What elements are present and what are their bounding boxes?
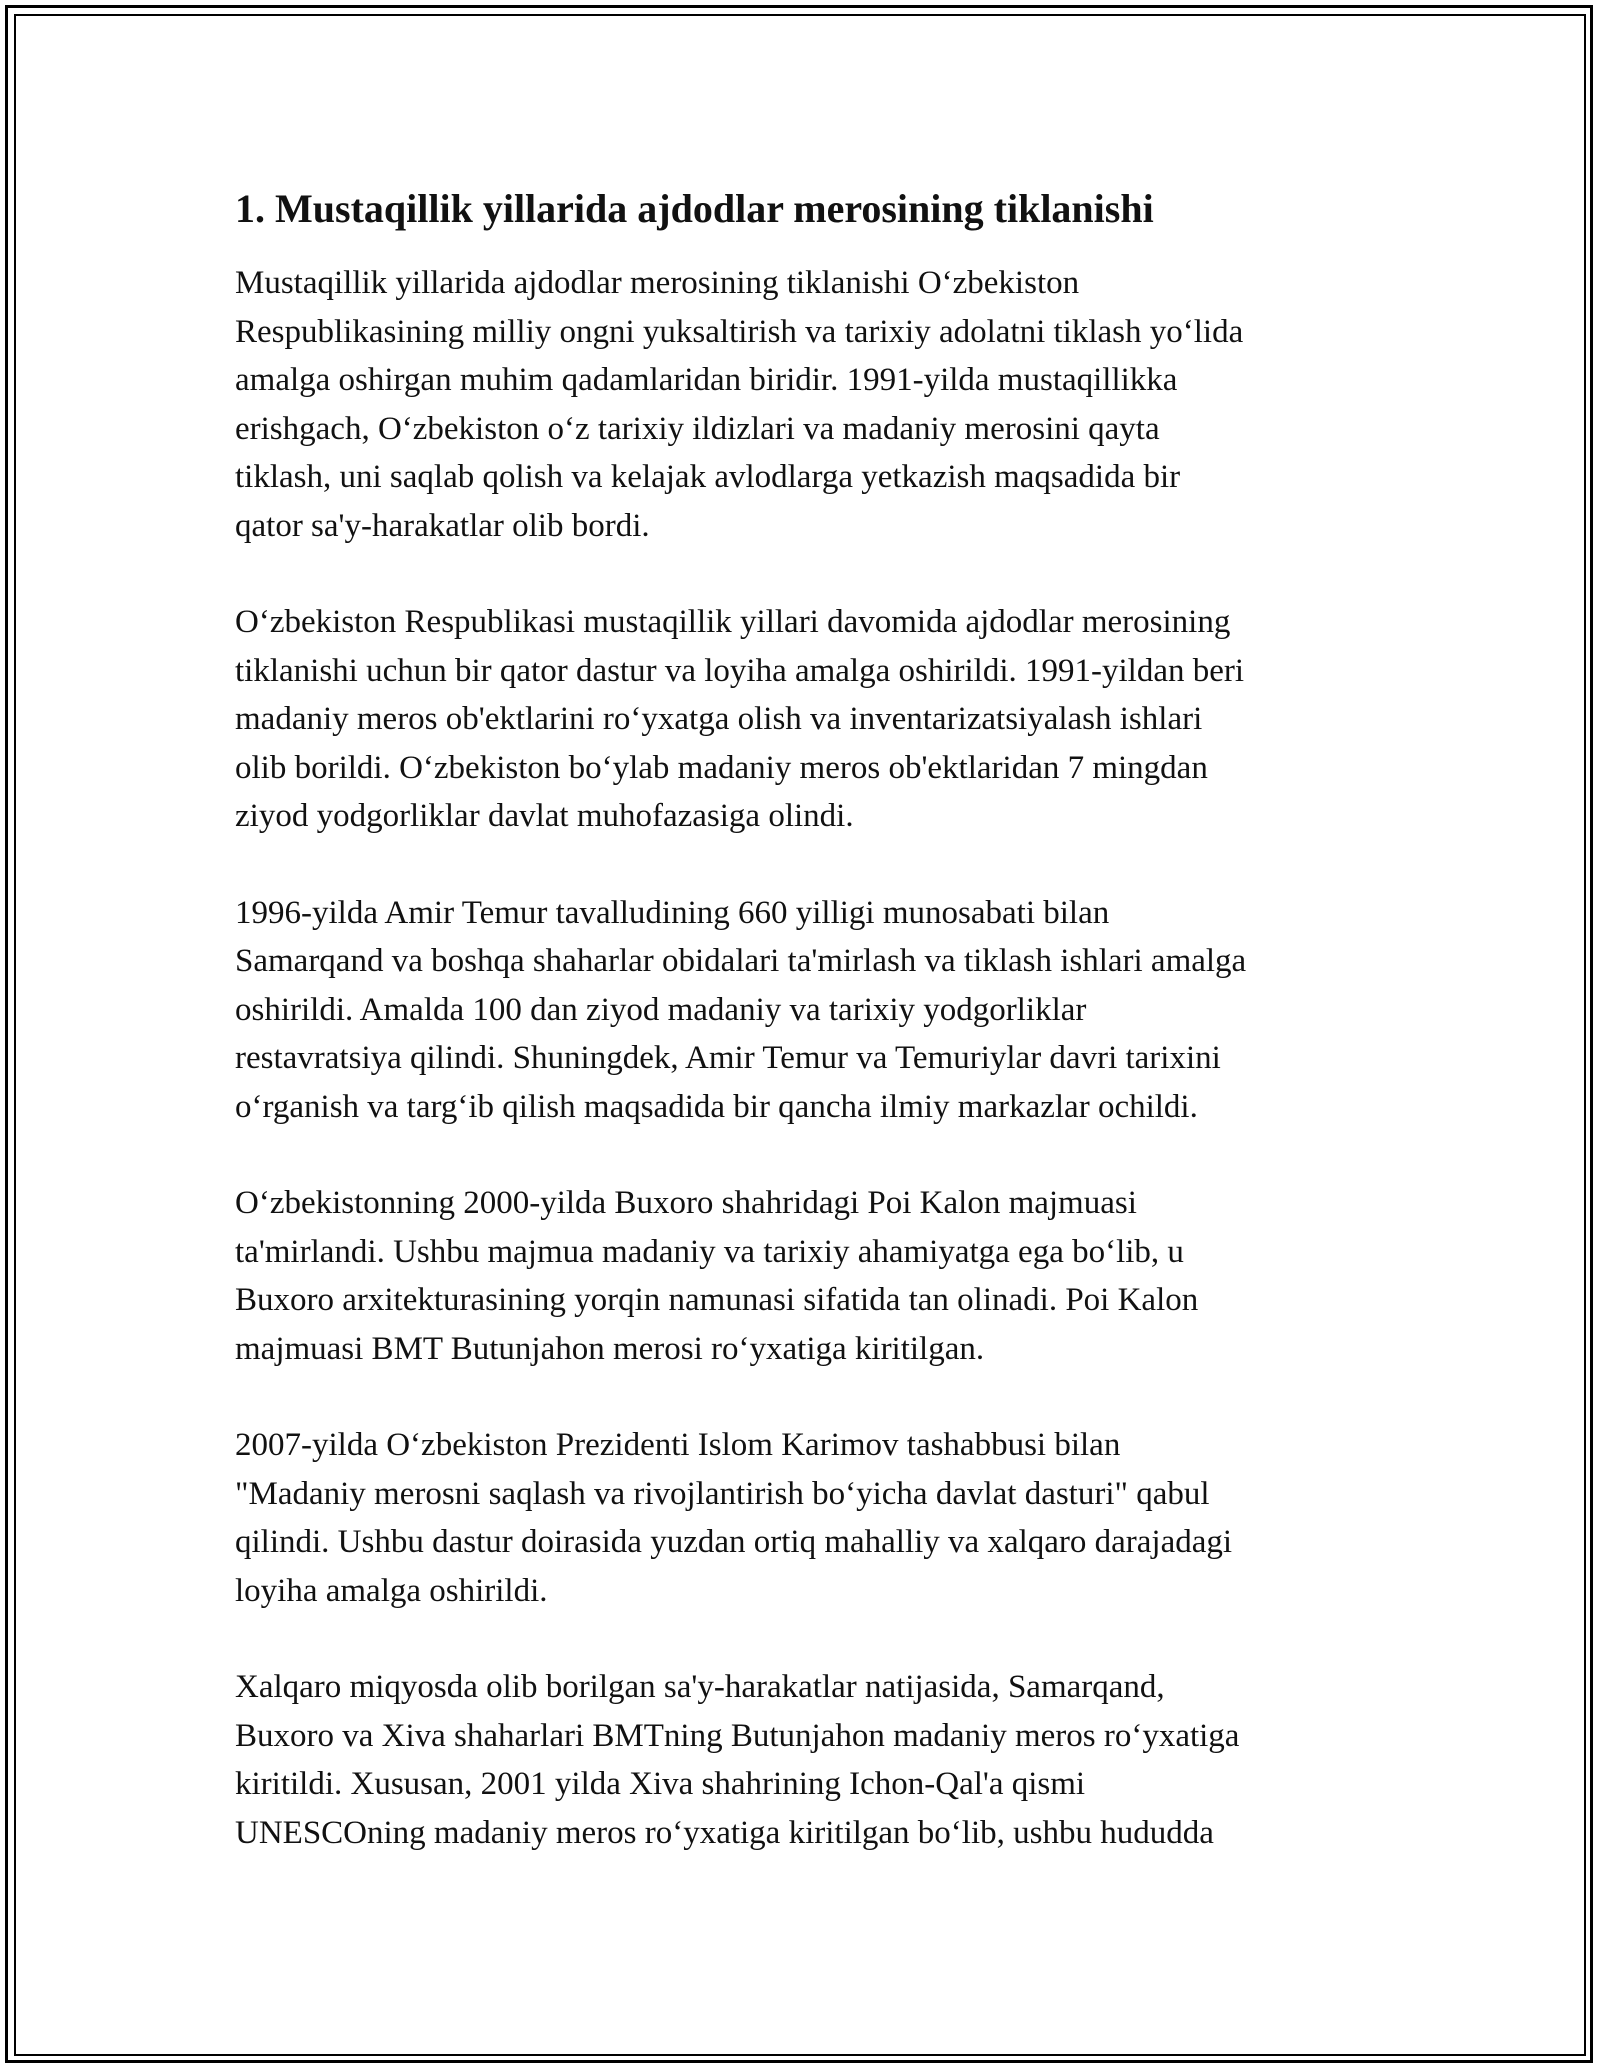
paragraph-1: Mustaqillik yillarida ajdodlar merosining tiklanishi O‘zbekiston Respublikasining milliy ongni yuksaltirish va tarixiy adolatni tiklash yo‘lida amalga oshirgan muhim qadamlaridan biridir. 1991-yilda mustaqillikka erishgach, O‘zbekiston o‘z tarixiy ildizlari va madaniy merosini qayta tiklash, uni saqlab qolish va kelajak avlodlarga yetkazish maqsadida bir qator sa'y-harakatlar olib bordi. [235, 265, 1244, 544]
paragraph-3: 1996-yilda Amir Temur tavalludining 660 yilligi munosabati bilan Samarqand va boshqa shaharlar obidalari ta'mirlash va tiklash ishlari amalga oshirildi. Amalda 100 dan ziyod madaniy va tarixiy yodgorliklar restavratsiya qilindi. Shuningdek, Amir Temur va Temuriylar davri tarixini o‘rganish va targ‘ib qilish maqsadida bir qancha ilmiy markazlar ochildi. [235, 894, 1247, 1125]
paragraph-6: Xalqaro miqyosda olib borilgan sa'y-harakatlar natijasida, Samarqand, Buxoro va Xiva shaharlari BMTning Butunjahon madaniy meros ro‘yxatiga kiritildi. Xususan, 2001 yilda Xiva shahrining Ichon-Qal'a qismi UNESCOning madaniy meros ro‘yxatiga kiritilgan bo‘lib, ushbu hududda [235, 1669, 1240, 1851]
paragraph-4: O‘zbekistonning 2000-yilda Buxoro shahridagi Poi Kalon majmuasi ta'mirlandi. Ushbu majmua madaniy va tarixiy ahamiyatga ega bo‘lib, u Buxoro arxitekturasining yorqin namunasi sifatida tan olinadi. Poi Kalon majmuasi BMT Butunjahon merosi ro‘yxatiga kiritilgan. [235, 1185, 1199, 1367]
section-heading: 1. Mustaqillik yillarida ajdodlar merosining tiklanishi [235, 186, 1154, 231]
document-body [235, 185, 1365, 1905]
paragraph-2: O‘zbekiston Respublikasi mustaqillik yillari davomida ajdodlar merosining tiklanishi uchun bir qator dastur va loyiha amalga oshirildi. 1991-yildan beri madaniy meros ob'ektlarini ro‘yxatga olish va inventarizatsiyalash ishlari olib borildi. O‘zbekiston bo‘ylab madaniy meros ob'ektlaridan 7 mingdan ziyod yodgorliklar davlat muhofazasiga olindi. [235, 604, 1245, 834]
paragraph-5: 2007-yilda O‘zbekiston Prezidenti Islom Karimov tashabbusi bilan "Madaniy merosni saqlash va rivojlantirish bo‘yicha davlat dasturi" qabul qilindi. Ushbu dastur doirasida yuzdan ortiq mahalliy va xalqaro darajadagi loyiha amalga oshirildi. [235, 1427, 1233, 1609]
